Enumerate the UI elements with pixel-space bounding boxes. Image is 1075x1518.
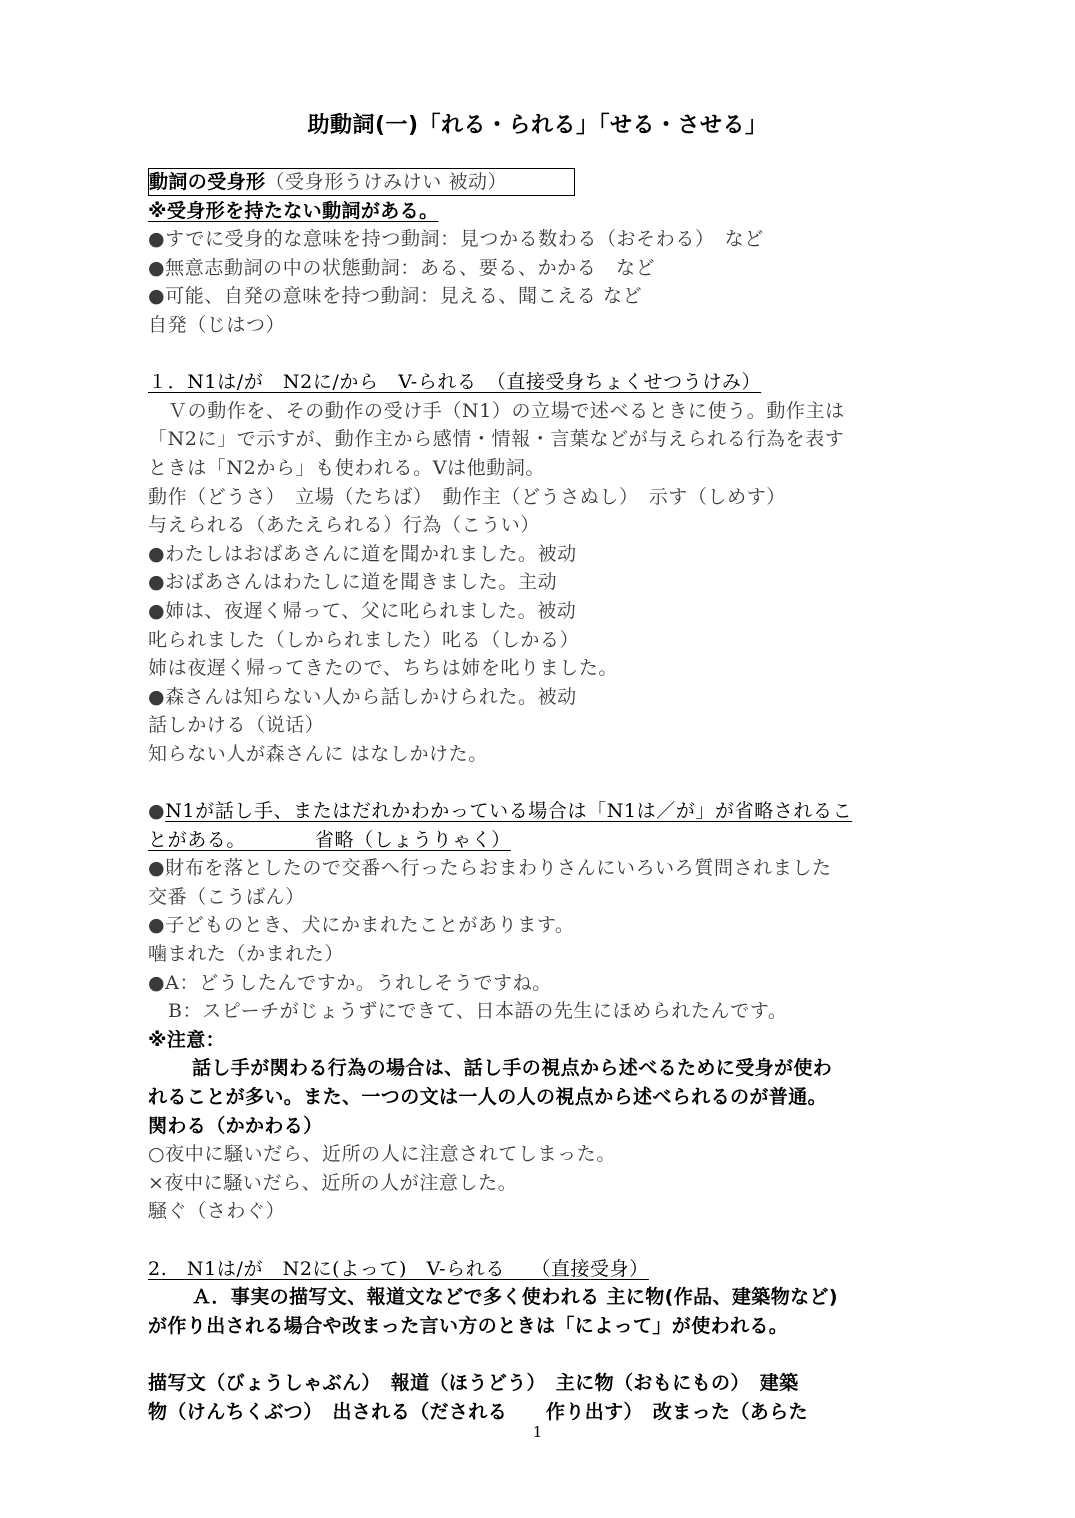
example-line: ●森さんは知らない人から話しかけられた。被动 <box>148 685 577 708</box>
section-1-heading-text: １．N1は/が N2に/から V-られる （直接受身ちょくせつうけみ） <box>148 371 762 394</box>
spacer <box>148 340 948 369</box>
vocab-line: 噛まれた（かまれた） <box>148 943 345 966</box>
caution-heading: ※注意： <box>148 1028 226 1051</box>
section-box <box>148 168 575 196</box>
spacer <box>148 1226 948 1255</box>
bullet-glyph: ● <box>148 800 166 823</box>
page-title: 助動詞(一)「れる・られる」「せる・させる」 <box>307 113 768 138</box>
caution-text: 話し手が関わる行為の場合は、話し手の視点から述べるために受身が使わ <box>192 1057 833 1080</box>
bullet-line: ●無意志動詞の中の状態動詞：ある、要る、かかる など <box>148 256 656 279</box>
omission-note-text: N1が話し手、またはだれかわかっている場合は「N1は／が」が省略されるこ <box>165 800 853 823</box>
vocab-line: 自発（じはつ） <box>148 313 286 336</box>
vocab-line: 交番（こうばん） <box>148 885 305 908</box>
page-number: 1 <box>532 1423 543 1441</box>
example-line: ●わたしはおばあさんに道を聞かれました。被动 <box>148 542 577 565</box>
section-2-heading <box>148 1255 948 1284</box>
document-body <box>148 168 948 1426</box>
dialogue-line: B：スピーチがじょうずにできて、日本語の先生にほめられたんです。 <box>168 1000 788 1023</box>
section-heading: 動詞の受身形 <box>149 171 266 193</box>
section-2-text: Ａ．事実の描写文、報道文などで多く使われる 主に物(作品、建築物など) <box>192 1286 838 1309</box>
vocab-line: 動作（どうさ） 立場（たちば） 動作主（どうさぬし） 示す（しめす） <box>148 485 786 508</box>
vocab-line: 与えられる（あたえられる）行為（こうい） <box>148 514 541 537</box>
vocab-line: 叱られました（しかられました）叱る（しかる） <box>148 628 580 651</box>
section-box-line <box>148 168 948 197</box>
omission-note-line <box>148 797 948 826</box>
spacer <box>148 1340 948 1369</box>
example-line: ●財布を落としたので交番へ行ったらおまわりさんにいろいろ質問されました <box>148 857 832 880</box>
section-2-vocab: 物（けんちくぶつ） 出される（だされる 作り出す） 改まった（あらた <box>148 1400 809 1423</box>
example-line: ●子どものとき、犬にかまれたことがあります。 <box>148 914 575 937</box>
caution-text: れることが多い。また、一つの文は一人の人の視点から述べられるのが普通。 <box>148 1086 828 1108</box>
example-line: ●おばあさんはわたしに道を聞きました。主动 <box>148 571 558 594</box>
vocab-line: 騒ぐ（さわぐ） <box>148 1200 286 1223</box>
note-no-passive: ※受身形を持たない動詞がある。 <box>148 199 439 222</box>
caution-vocab: 関わる（かかわる） <box>148 1114 323 1137</box>
example-line: 知らない人が森さんに はなしかけた。 <box>148 742 488 765</box>
omission-note-line-2 <box>148 826 948 855</box>
paragraph-line: 「N2に」で示すが、動作主から感情・情報・言葉などが与えられる行為を表す <box>148 428 845 451</box>
paragraph-line: Ｖの動作を、その動作の受け手（N1）の立場で述べるときに使う。動作主は <box>168 399 845 422</box>
example-correct: ○夜中に騒いだら、近所の人に注意されてしまった。 <box>148 1143 616 1166</box>
section-1-heading <box>148 368 948 397</box>
vocab-line: 話しかける（说话） <box>148 714 325 737</box>
bullet-line: ●可能、自発の意味を持つ動詞：見える、聞こえる など <box>148 285 643 308</box>
section-2-text: が作り出される場合や改まった言い方のときは「によって」が使われる。 <box>148 1314 789 1337</box>
spacer <box>148 768 948 797</box>
section-2-heading-text: 2. N1は/が N2に(よって) V-られる （直接受身） <box>148 1257 649 1280</box>
example-incorrect: ×夜中に騒いだら、近所の人が注意した。 <box>148 1171 518 1194</box>
example-line: ●姉は、夜遅く帰って、父に叱られました。被动 <box>148 599 577 622</box>
bullet-line: ●すでに受身的な意味を持つ動詞：見つかる数わる（おそわる） など <box>148 228 764 251</box>
example-line: 姉は夜遅く帰ってきたので、ちちは姉を叱りました。 <box>148 657 619 680</box>
dialogue-line: ●A：どうしたんですか。うれしそうですね。 <box>148 971 552 994</box>
omission-note-text-2: とがある。 省略（しょうりゃく） <box>148 828 511 851</box>
paragraph-line: ときは「N2から」も使われる。Vは他動詞。 <box>148 456 546 479</box>
section-note: （受身形うけみけい 被动） <box>265 171 508 193</box>
section-2-vocab: 描写文（びょうしゃぶん） 報道（ほうどう） 主に物（おもにもの） 建築 <box>148 1371 799 1394</box>
